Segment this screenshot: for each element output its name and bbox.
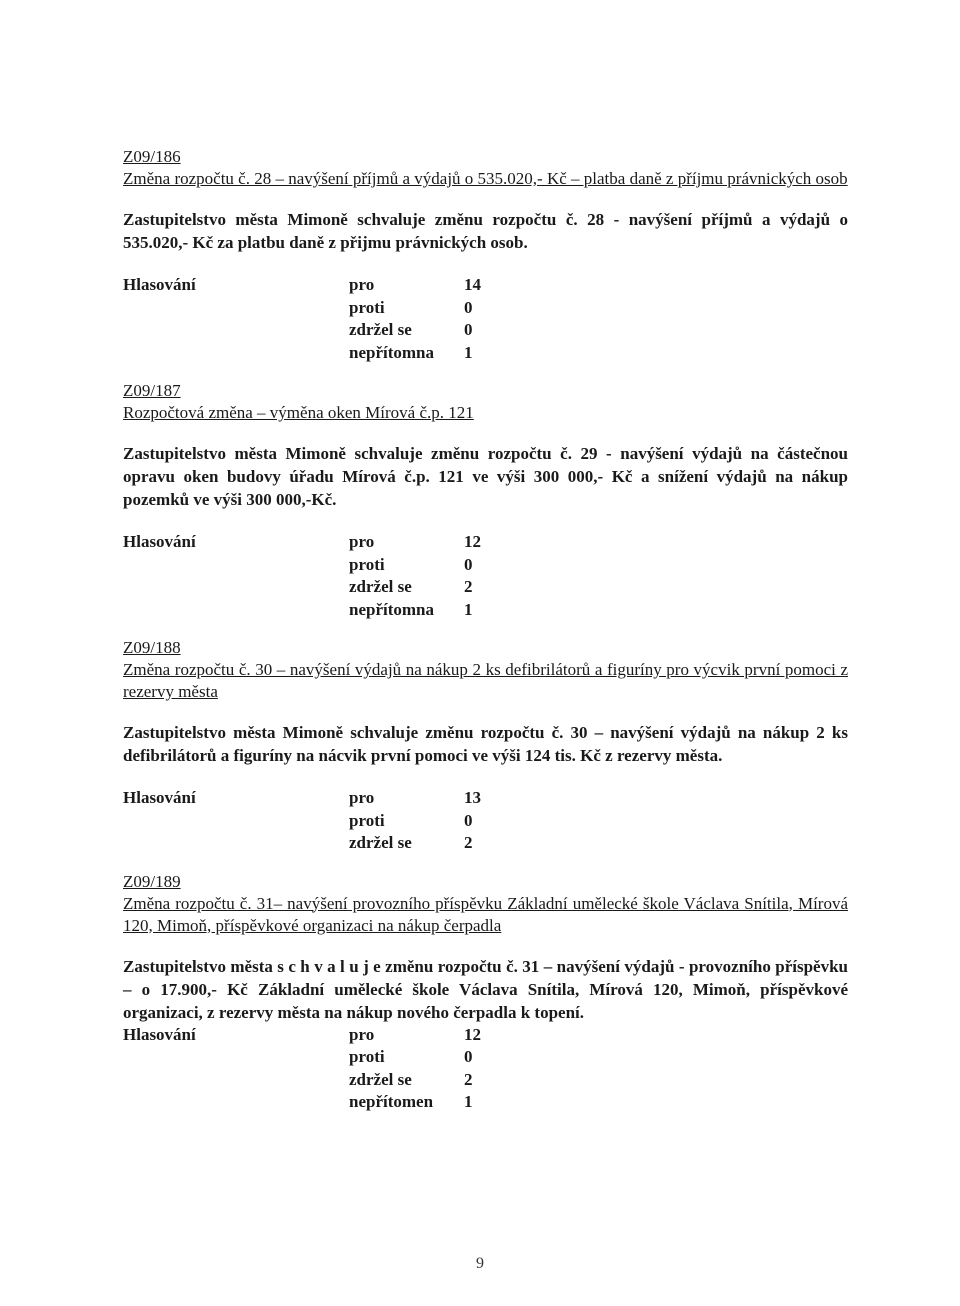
resolution-subject: Změna rozpočtu č. 30 – navýšení výdajů na nákup 2 ks defibrilátorů a figuríny pro výcvik první pomoci z rezervy města xyxy=(123,660,848,701)
vote-title: Hlasování xyxy=(123,1024,196,1044)
resolution-subject: Změna rozpočtu č. 28 – navýšení příjmů a výdajů o 535.020,- Kč – platba daně z příjmu právnických osob xyxy=(123,169,848,188)
resolution-subject: Rozpočtová změna – výměna oken Mírová č.p. 121 xyxy=(123,403,474,422)
vote-row-nepritomna: nepřítomna 1 xyxy=(349,599,473,619)
vote-row-proti: proti 0 xyxy=(349,297,473,317)
vote-title: Hlasování xyxy=(123,788,196,807)
resolution-code: Z09/186 xyxy=(123,147,181,166)
resolution-z09-186 xyxy=(123,146,848,364)
resolution-text: Zastupitelstvo města Mimoně schvaluje změnu rozpočtu č. 30 – navýšení výdajů na nákup 2 ks defibrilátorů a figuríny na nácvik první pomoci ve výši 124 tis. Kč z rezervy města. xyxy=(123,723,848,765)
resolution-text: Zastupitelstvo města Mimoně schvaluje změnu rozpočtu č. 28 - navýšení příjmů a výdajů o 535.020,- Kč za platbu daně z přijmu právnických osob. xyxy=(123,210,848,252)
vote-row-zdrzel: zdržel se 2 xyxy=(349,577,473,596)
resolution-code: Z09/188 xyxy=(123,638,181,657)
vote-row-pro: pro 13 xyxy=(349,788,481,807)
vote-row-zdrzel: zdržel se 2 xyxy=(349,833,473,852)
vote-row-nepritomna: nepřítomna 1 xyxy=(349,342,473,362)
resolution-z09-189 xyxy=(123,871,848,1114)
vote-title: Hlasování xyxy=(123,532,196,551)
vote-row-proti: proti 0 xyxy=(349,554,473,574)
vote-row-nepritomen: nepřítomen 1 xyxy=(349,1092,473,1111)
resolution-z09-187 xyxy=(123,380,848,621)
page-number: 9 xyxy=(476,1255,484,1272)
vote-block xyxy=(123,1024,848,1114)
vote-row-proti: proti 0 xyxy=(349,1047,473,1066)
vote-block xyxy=(123,274,848,364)
resolution-subject: Změna rozpočtu č. 31– navýšení provozního příspěvku Základní umělecké škole Václava Snítila, Mírová 120, Mimoň, příspěvkové organizaci na nákup čerpadla xyxy=(123,893,848,935)
vote-title: Hlasování xyxy=(123,275,196,294)
resolution-code: Z09/189 xyxy=(123,871,181,891)
vote-row-pro: pro 12 xyxy=(349,532,481,551)
vote-row-proti: proti 0 xyxy=(349,810,473,830)
vote-block xyxy=(123,787,848,855)
resolution-text: Zastupitelstvo města Mimoně schvaluje změnu rozpočtu č. 29 - navýšení výdajů na částečnou opravu oken budovy úřadu Mírová č.p. 121 ve výši 300 000,- Kč a snížení výdajů na nákup pozemků ve výši 300 000,-Kč. xyxy=(123,444,848,509)
vote-row-pro: pro 12 xyxy=(349,1024,481,1044)
resolution-code: Z09/187 xyxy=(123,381,181,400)
resolution-text: Zastupitelstvo města s c h v a l u j e změnu rozpočtu č. 31 – navýšení výdajů - provozního příspěvku – o 17.900,- Kč Základní umělecké škole Václava Snítila, Mírová 120, Mimoň, příspěvkové organizaci, z rezervy města na nákup nového čerpadla k topení. xyxy=(123,956,848,1022)
vote-block xyxy=(123,531,848,621)
vote-row-zdrzel: zdržel se 2 xyxy=(349,1069,473,1089)
document-body xyxy=(123,146,848,1114)
vote-row-zdrzel: zdržel se 0 xyxy=(349,320,473,339)
resolution-z09-188 xyxy=(123,637,848,855)
vote-row-pro: pro 14 xyxy=(349,275,481,294)
